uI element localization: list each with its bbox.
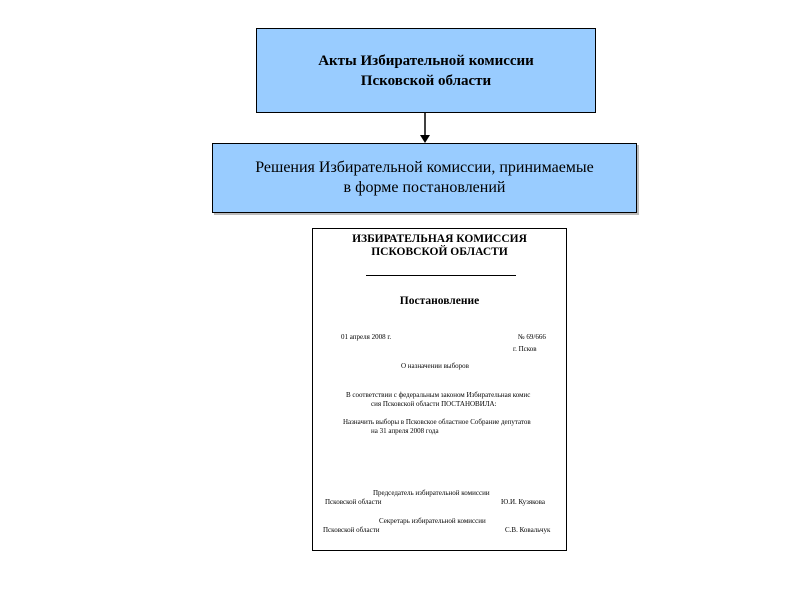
doc-preamble-line2: сия Псковской области ПОСТАНОВИЛА:: [371, 400, 497, 408]
doc-sign2-title: Секретарь избирательной комиссии: [379, 517, 486, 525]
resolution-document: [312, 228, 567, 551]
doc-sign1-title: Председатель избирательной комиссии: [373, 489, 490, 497]
doc-org-line2: ПСКОВСКОЙ ОБЛАСТИ: [371, 246, 508, 258]
acts-box-line1: Акты Избирательной комиссии: [318, 52, 534, 69]
decisions-box: [212, 143, 637, 213]
doc-sign1-region: Псковской области: [325, 498, 382, 506]
doc-sign2-region: Псковской области: [323, 526, 380, 534]
doc-date: 01 апреля 2008 г.: [341, 333, 392, 341]
doc-number: № 69/666: [518, 333, 546, 341]
decisions-box-line1: Решения Избирательной комиссии, принимаемые: [255, 159, 594, 176]
doc-subject: О назначении выборов: [401, 362, 469, 370]
doc-sign2-name: С.В. Ковальчук: [505, 526, 551, 534]
doc-body-line2: на 31 апреля 2008 года: [371, 427, 439, 435]
doc-header-rule: [366, 275, 516, 276]
acts-box-line2: Псковской области: [360, 72, 492, 89]
doc-sign1-name: Ю.И. Кузякова: [501, 498, 545, 506]
doc-org-line1: ИЗБИРАТЕЛЬНАЯ КОМИССИЯ: [352, 233, 527, 245]
decisions-box-line2: в форме постановлений: [343, 179, 506, 196]
doc-preamble-line1: В соответствии с федеральным законом Избирательная комис: [346, 391, 531, 399]
doc-title: Постановление: [399, 295, 480, 307]
doc-city: г. Псков: [513, 345, 537, 353]
doc-body-line1: Назначить выборы в Псковское областное Собрание депутатов: [343, 418, 531, 426]
